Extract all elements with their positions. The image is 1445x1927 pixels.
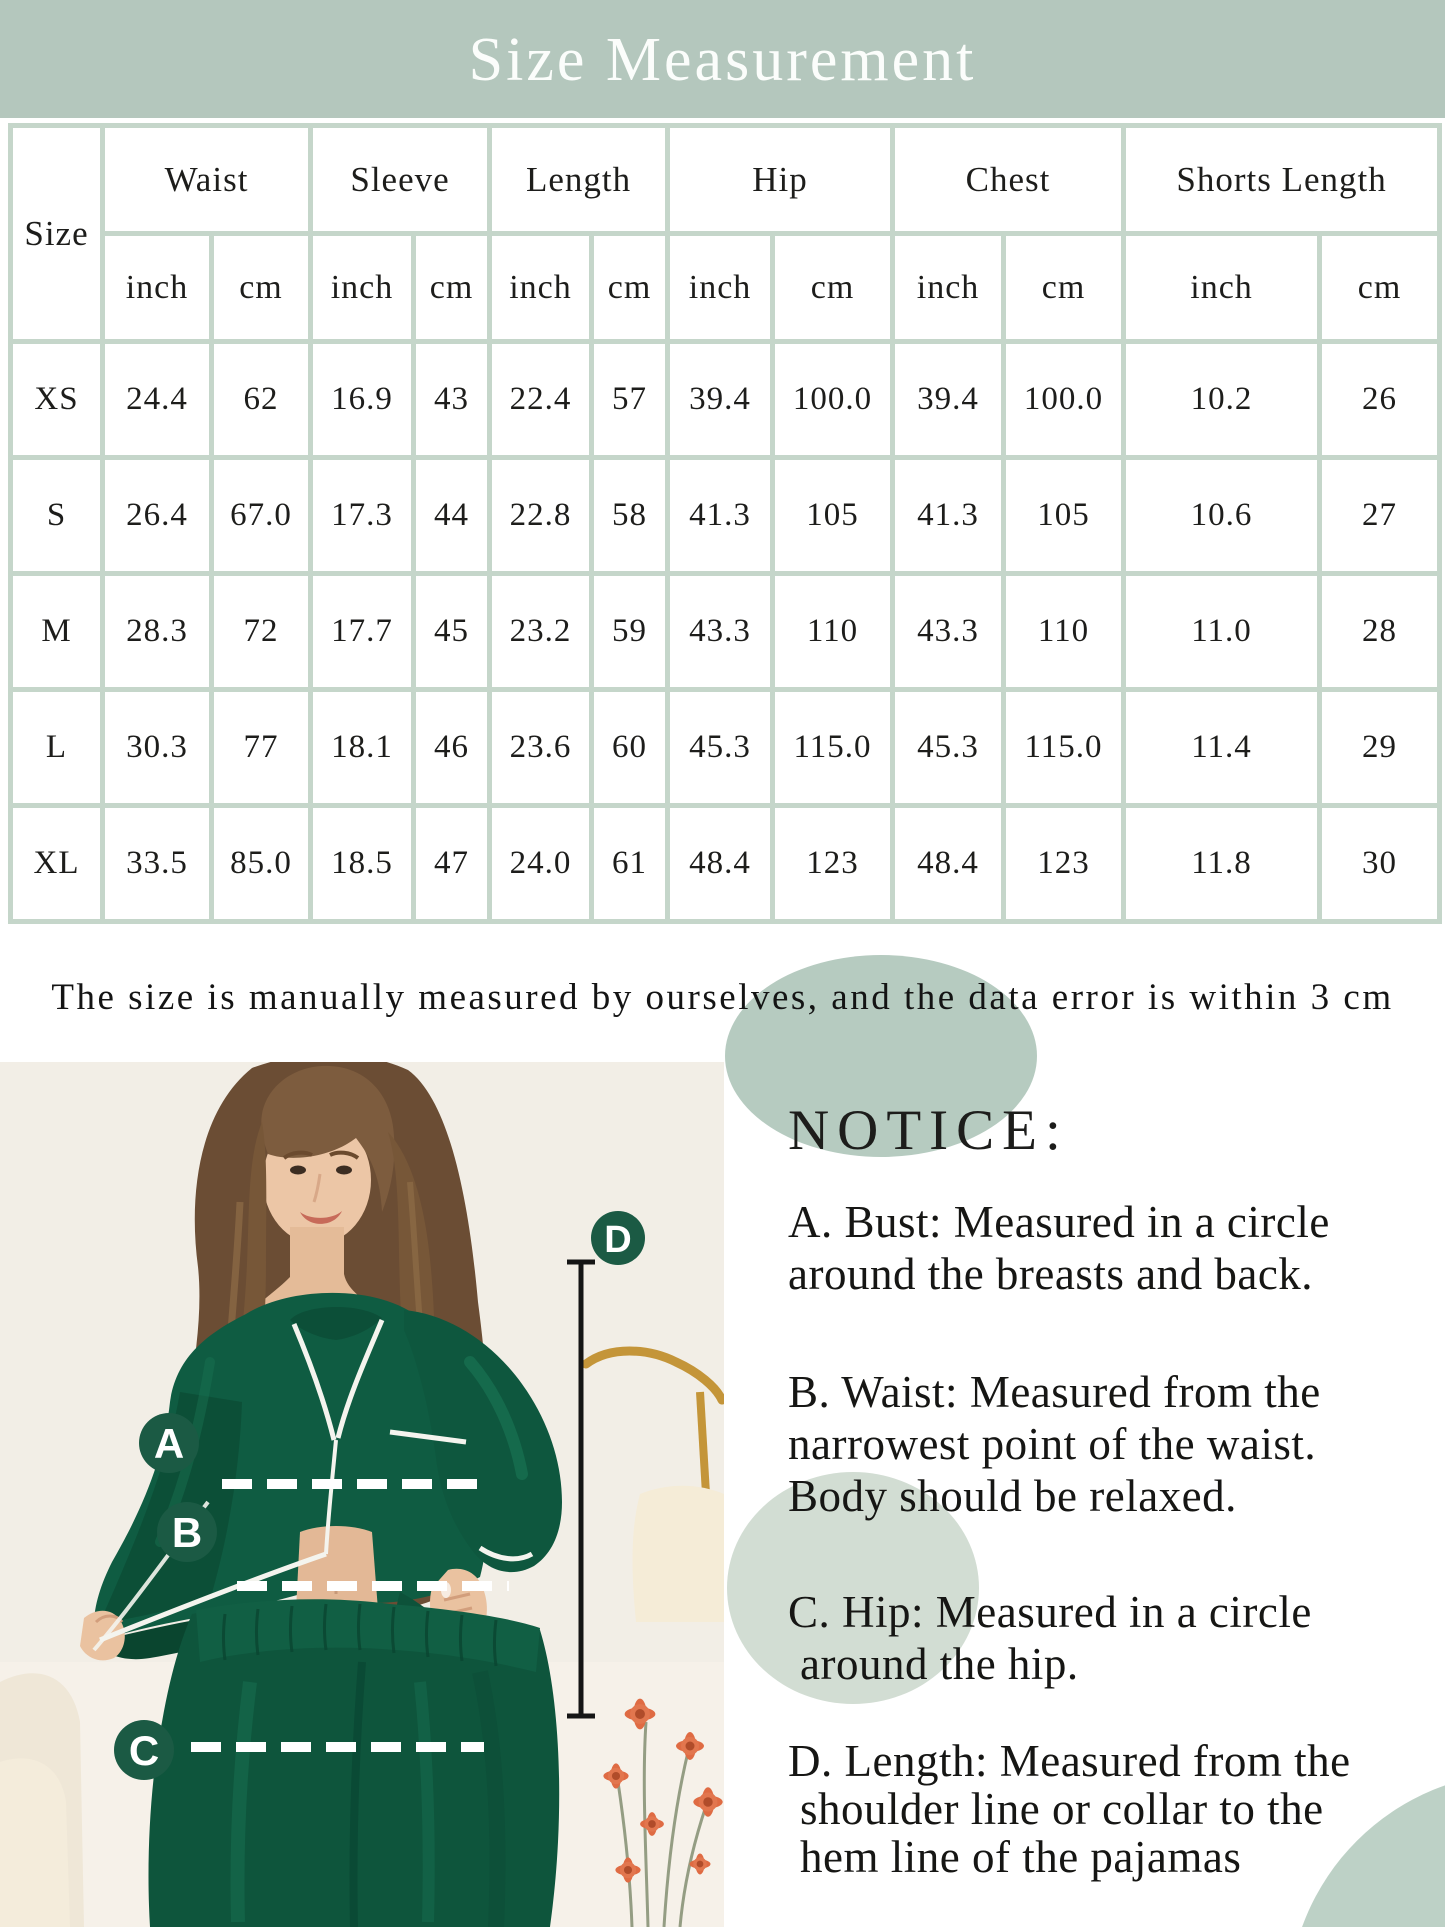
model-photo [0, 1062, 724, 1927]
notice-item-length: D. Length: Measured from the shoulder line or collar to the hem line of the pajamas [788, 1736, 1351, 1882]
table-cell: 47 [414, 806, 490, 922]
table-cell: 24.0 [490, 806, 592, 922]
table-row-s [11, 458, 1440, 574]
eye [290, 1166, 306, 1175]
table-cell: 11.8 [1124, 806, 1320, 922]
table-cell: 10.2 [1124, 342, 1320, 458]
unit-header: cm [1320, 234, 1440, 342]
table-cell: 115.0 [1004, 690, 1124, 806]
marker-c-label: C [128, 1727, 160, 1774]
table-cell: 30.3 [103, 690, 212, 806]
unit-header: cm [592, 234, 668, 342]
table-cell: 39.4 [893, 342, 1004, 458]
marker-a-label: A [153, 1420, 185, 1467]
unit-header: inch [311, 234, 414, 342]
table-cell: 67.0 [212, 458, 311, 574]
page-title: Size Measurement [468, 26, 977, 94]
table-cell: 18.5 [311, 806, 414, 922]
unit-header: inch [490, 234, 592, 342]
unit-header: inch [1124, 234, 1320, 342]
table-cell: 105 [773, 458, 893, 574]
table-unit-row [11, 234, 1440, 342]
table-cell: 60 [592, 690, 668, 806]
table-cell: 23.2 [490, 574, 592, 690]
unit-header: cm [1004, 234, 1124, 342]
table-cell: 110 [1004, 574, 1124, 690]
table-cell: 72 [212, 574, 311, 690]
table-cell: 45.3 [893, 690, 1004, 806]
table-cell: 16.9 [311, 342, 414, 458]
table-cell: 27 [1320, 458, 1440, 574]
table-cell: 110 [773, 574, 893, 690]
group-header-waist: Waist [103, 126, 311, 234]
table-cell: 57 [592, 342, 668, 458]
table-cell: 59 [592, 574, 668, 690]
table-cell: 85.0 [212, 806, 311, 922]
table-cell: 45.3 [668, 690, 773, 806]
table-row-l [11, 690, 1440, 806]
size-cell: M [11, 574, 103, 690]
group-header-sleeve: Sleeve [311, 126, 490, 234]
table-cell: 24.4 [103, 342, 212, 458]
table-cell: 33.5 [103, 806, 212, 922]
table-cell: 123 [1004, 806, 1124, 922]
table-cell: 39.4 [668, 342, 773, 458]
measurement-note: The size is manually measured by ourselves, and the data error is within 3 cm [51, 977, 1394, 1018]
table-cell: 100.0 [773, 342, 893, 458]
unit-header: cm [773, 234, 893, 342]
table-cell: 17.3 [311, 458, 414, 574]
group-header-chest: Chest [893, 126, 1124, 234]
table-cell: 30 [1320, 806, 1440, 922]
table-cell: 11.0 [1124, 574, 1320, 690]
size-cell: XS [11, 342, 103, 458]
table-group-header-row [11, 126, 1440, 234]
marker-d-label: D [604, 1219, 632, 1261]
table-cell: 28 [1320, 574, 1440, 690]
table-cell: 43.3 [893, 574, 1004, 690]
notice-item-hip: C. Hip: Measured in a circle around the hip. [788, 1587, 1312, 1689]
table-cell: 26.4 [103, 458, 212, 574]
unit-header: inch [893, 234, 1004, 342]
table-cell: 10.6 [1124, 458, 1320, 574]
table-row-m [11, 574, 1440, 690]
group-header-hip: Hip [668, 126, 893, 234]
table-cell: 17.7 [311, 574, 414, 690]
size-cell: XL [11, 806, 103, 922]
eye [336, 1166, 352, 1175]
table-cell: 29 [1320, 690, 1440, 806]
group-header-shorts-length: Shorts Length [1124, 126, 1440, 234]
table-cell: 62 [212, 342, 311, 458]
table-cell: 28.3 [103, 574, 212, 690]
model-illustration [0, 1062, 724, 1927]
table-cell: 23.6 [490, 690, 592, 806]
notice-item-bust: A. Bust: Measured in a circle around the breasts and back. [788, 1197, 1330, 1299]
size-cell: S [11, 458, 103, 574]
size-table [8, 123, 1442, 924]
unit-header: cm [212, 234, 311, 342]
chair-cushion [633, 1486, 724, 1622]
table-row-xl [11, 806, 1440, 922]
group-header-length: Length [490, 126, 668, 234]
unit-header: inch [668, 234, 773, 342]
table-cell: 22.8 [490, 458, 592, 574]
table-cell: 58 [592, 458, 668, 574]
table-cell: 100.0 [1004, 342, 1124, 458]
marker-b-label: B [171, 1509, 203, 1556]
table-cell: 43 [414, 342, 490, 458]
table-cell: 46 [414, 690, 490, 806]
unit-header: inch [103, 234, 212, 342]
table-cell: 48.4 [893, 806, 1004, 922]
table-cell: 77 [212, 690, 311, 806]
table-cell: 123 [773, 806, 893, 922]
table-cell: 61 [592, 806, 668, 922]
size-column-header: Size [11, 126, 103, 342]
notice-heading: NOTICE: [788, 1099, 1069, 1162]
table-cell: 41.3 [668, 458, 773, 574]
table-cell: 105 [1004, 458, 1124, 574]
table-cell: 48.4 [668, 806, 773, 922]
title-bar [0, 0, 1445, 118]
table-cell: 11.4 [1124, 690, 1320, 806]
size-cell: L [11, 690, 103, 806]
unit-header: cm [414, 234, 490, 342]
table-cell: 41.3 [893, 458, 1004, 574]
table-row-xs [11, 342, 1440, 458]
table-cell: 22.4 [490, 342, 592, 458]
notice-item-waist: B. Waist: Measured from the narrowest point of the waist. Body should be relaxed. [788, 1367, 1321, 1521]
table-cell: 26 [1320, 342, 1440, 458]
table-cell: 45 [414, 574, 490, 690]
table-cell: 44 [414, 458, 490, 574]
table-cell: 115.0 [773, 690, 893, 806]
table-cell: 18.1 [311, 690, 414, 806]
table-cell: 43.3 [668, 574, 773, 690]
